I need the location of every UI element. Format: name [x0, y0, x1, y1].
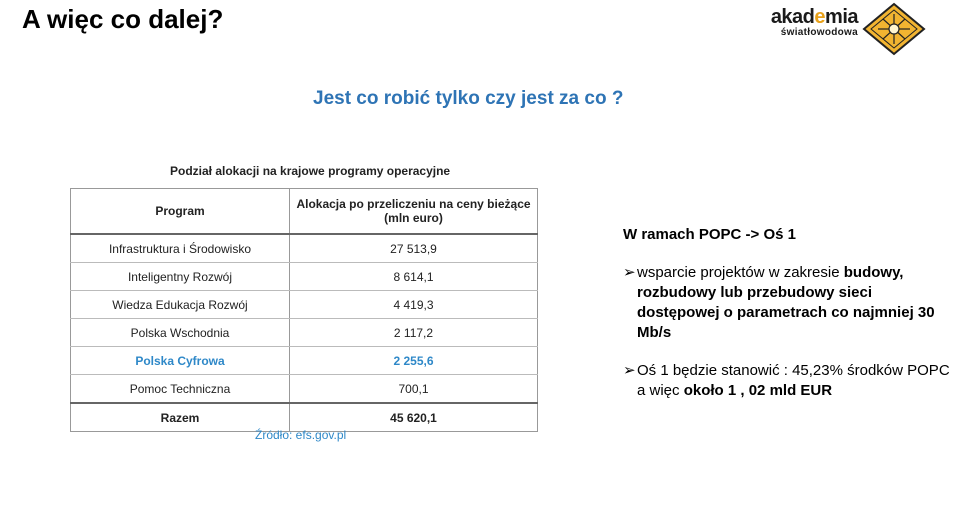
- summary-heading: W ramach POPC -> Oś 1: [623, 226, 796, 243]
- row-program: Wiedza Edukacja Rozwój: [71, 291, 290, 319]
- row-program: Inteligentny Rozwój: [71, 263, 290, 291]
- logo-wordmark: akademia: [770, 6, 858, 28]
- table-row: [71, 319, 538, 347]
- arrow-bullet-icon: ➢: [623, 362, 636, 379]
- fiber-star-icon: [862, 2, 926, 56]
- row-value: 8 614,1: [290, 263, 538, 291]
- table-row: [71, 375, 538, 404]
- table-header-row: [71, 189, 538, 235]
- table-source: Źródło: efs.gov.pl: [255, 428, 347, 442]
- logo-text: [738, 6, 858, 38]
- logo-subtitle: światłowodowa: [780, 27, 858, 38]
- row-value: 27 513,9: [290, 234, 538, 263]
- row-value: 2 117,2: [290, 319, 538, 347]
- bullet-text: wsparcie projektów w zakresie budowy, rozbudowy lub przebudowy sieci dostępowej o parametrach co najmniej 30 Mb/s: [637, 264, 935, 341]
- total-label: Razem: [71, 403, 290, 432]
- table-row: [71, 263, 538, 291]
- row-value: 4 419,3: [290, 291, 538, 319]
- row-program: Infrastruktura i Środowisko: [71, 234, 290, 263]
- akademia-logo: [738, 2, 956, 56]
- row-program: Polska Cyfrowa: [71, 347, 290, 375]
- row-value: 2 255,6: [290, 347, 538, 375]
- header-allocation: Alokacja po przeliczeniu na ceny bieżące (mln euro): [290, 189, 538, 235]
- bullet-item: [623, 263, 953, 343]
- arrow-bullet-icon: ➢: [623, 264, 636, 281]
- allocation-table: [70, 188, 538, 432]
- table-row: [71, 291, 538, 319]
- bullet-text: Oś 1 będzie stanowić : 45,23% środków POPC a więc około 1 , 02 mld EUR: [637, 362, 950, 399]
- table-row-highlighted: [71, 347, 538, 375]
- row-program: Pomoc Techniczna: [71, 375, 290, 404]
- popc-summary: [623, 225, 953, 401]
- table-row: [71, 234, 538, 263]
- row-program: Polska Wschodnia: [71, 319, 290, 347]
- table-caption: Podział alokacji na krajowe programy operacyjne: [170, 164, 451, 178]
- slide-subtitle: Jest co robić tylko czy jest za co ?: [313, 88, 624, 109]
- slide-title: A więc co dalej?: [22, 4, 224, 34]
- bullet-item: [623, 361, 953, 401]
- row-value: 700,1: [290, 375, 538, 404]
- total-value: 45 620,1: [290, 403, 538, 432]
- header-program: Program: [71, 189, 290, 235]
